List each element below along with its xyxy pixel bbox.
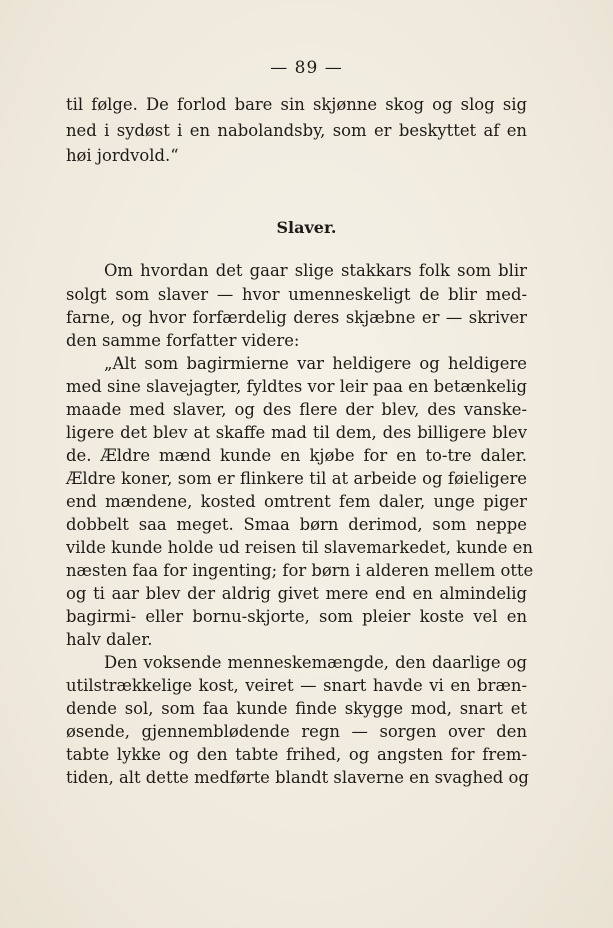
text-line: tabte lykke og den tabte frihed, og angsten for frem- — [66, 745, 527, 764]
text-line: øsende, gjennemblødende regn — sorgen over den — [66, 722, 527, 741]
text-line: ned i sydøst i en nabolandsby, som er beskyttet af en — [66, 121, 527, 140]
page-number: — 89 — — [270, 58, 343, 78]
paragraph-first-line: Om hvordan det gaar slige stakkars folk som blir — [104, 261, 527, 280]
text-line: utilstrækkelige kost, veiret — snart havde vi en bræn- — [66, 676, 527, 695]
text-line: dende sol, som faa kunde finde skygge mod, snart et — [66, 699, 527, 718]
text-line: ligere det blev at skaffe mad til dem, des billigere blev — [66, 423, 527, 442]
text-line: solgt som slaver — hvor umenneskeligt de blir med- — [66, 285, 527, 304]
text-line: med sine slavejagter, fyldtes vor leir paa en betænkelig — [66, 377, 527, 396]
text-line: og ti aar blev der aldrig givet mere end en almindelig — [66, 584, 527, 603]
text-line: de. Ældre mænd kunde en kjøbe for en to-tre daler. — [66, 446, 527, 465]
text-line: til følge. De forlod bare sin skjønne skog og slog sig — [66, 95, 527, 114]
text-line: farne, og hvor forfærdelig deres skjæbne er — skriver — [66, 308, 527, 327]
section-heading: Slaver. — [276, 218, 337, 237]
text-line: bagirmi- eller bornu-skjorte, som pleier koste vel en — [66, 607, 527, 626]
text-line: næsten faa for ingenting; for børn i alderen mellem otte — [66, 561, 534, 580]
paragraph-first-line: „Alt som bagirmierne var heldigere og heldigere — [104, 354, 527, 373]
paragraph-first-line: Den voksende menneskemængde, den daarlige og — [104, 653, 527, 672]
text-line: tiden, alt dette medførte blandt slaverne en svaghed og — [66, 768, 529, 787]
text-line: halv daler. — [66, 630, 153, 649]
text-line: dobbelt saa meget. Smaa børn derimod, som neppe — [66, 515, 527, 534]
text-line: høi jordvold.“ — [66, 146, 179, 165]
text-line: den samme forfatter videre: — [66, 331, 300, 350]
text-line: end mændene, kosted omtrent fem daler, unge piger — [66, 492, 527, 511]
text-line: Ældre koner, som er flinkere til at arbeide og føieligere — [66, 469, 527, 488]
text-line: vilde kunde holde ud reisen til slavemarkedet, kunde en — [66, 538, 533, 557]
text-line: maade med slaver, og des flere der blev, des vanske- — [66, 400, 527, 419]
